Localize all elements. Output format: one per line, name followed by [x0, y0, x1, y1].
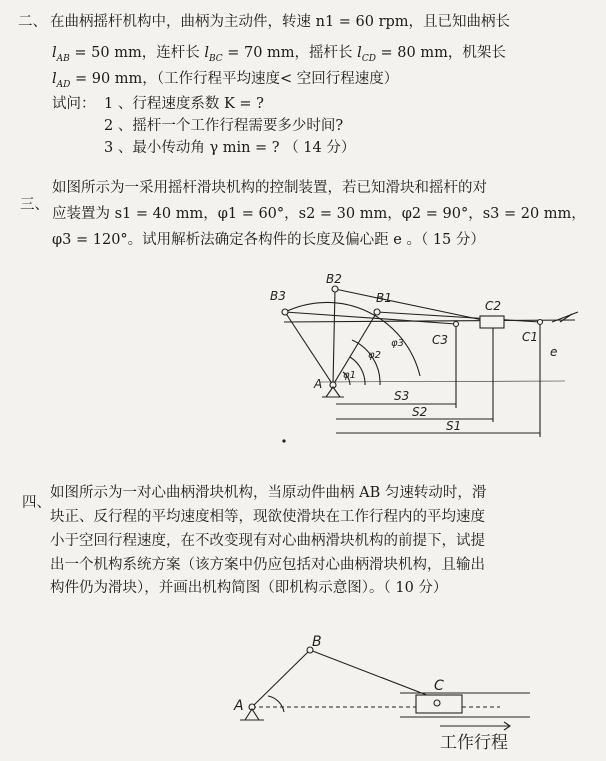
rod-B-C [310, 650, 437, 699]
label-C1: C1 [522, 330, 539, 344]
label-work-stroke: 工作行程 [440, 733, 508, 753]
stroke-arrow [440, 722, 510, 730]
q4-line-1: 如图所示为一对心曲柄滑块机构，当原动件曲柄 AB 匀速转动时，滑 [50, 485, 487, 501]
q4-number: 四、 [22, 495, 51, 511]
joint-C1 [538, 320, 543, 325]
label-C-q4: C [434, 678, 444, 694]
rotation-arc [268, 696, 284, 712]
horizontal-base-line [320, 381, 565, 382]
crank-A-B3 [285, 312, 333, 385]
label-C2: C2 [485, 299, 502, 313]
q4-line-2: 块正、反行程的平均速度相等，现欲使滑块在工作行程内的平均速度 [50, 509, 485, 525]
label-B1: B1 [376, 291, 392, 305]
joint-C [434, 700, 440, 706]
stray-dot [282, 439, 285, 442]
q4-line-3: 小于空回行程速度，在不改变现有对心曲柄滑块机构的前提下，试提 [50, 533, 485, 549]
joint-B2 [332, 286, 338, 292]
joint-B3 [282, 309, 288, 315]
support-A-q4 [245, 709, 259, 720]
label-phi1: φ1 [343, 370, 356, 381]
label-A: A [314, 377, 323, 391]
q2-sub-3: 3 、最小传动角 γ min = ? （ 14 分） [104, 140, 356, 156]
q2-sub-1: 1 、行程速度系数 K = ? [104, 96, 264, 112]
q2-number: 二、 [18, 14, 47, 30]
label-S2: S2 [412, 405, 428, 419]
slider-block-C2 [480, 316, 504, 328]
label-C3: C3 [432, 333, 449, 347]
label-B3: B3 [270, 289, 286, 303]
joint-B1 [374, 309, 380, 315]
label-A-q4: A [234, 698, 244, 714]
crank-A-B [252, 650, 310, 707]
label-S1: S1 [446, 419, 462, 433]
q2-ask-label: 试问： [52, 96, 96, 112]
label-e: e [550, 345, 558, 359]
q4-line-4: 出一个机构系统方案（该方案中仍应包括对心曲柄滑块机构，且输出 [50, 557, 485, 573]
q3-number: 三、 [20, 197, 49, 213]
label-phi3: φ3 [391, 338, 404, 349]
q4-line-5: 构件仍为滑块），并画出机构简图（即机构示意图）。（ 10 分） [50, 580, 448, 596]
label-phi2: φ2 [368, 350, 381, 361]
label-B-q4: B [312, 634, 322, 650]
q2-sub-2: 2 、摇杆一个工作行程需要多少时间? [104, 118, 344, 134]
label-S3: S3 [394, 389, 410, 403]
q3-line-2: 应装置为 s1 = 40 mm，φ1 = 60°，s2 = 30 mm，φ2 = 90°，s3 = 20 mm， [52, 206, 586, 222]
q2-line-3: $l_{AD} = 90$ mm，（工作行程平均速度< 空回行程速度） [52, 71, 399, 90]
joint-C3 [454, 322, 459, 327]
q3-line-1: 如图所示为一采用摇杆滑块机构的控制装置，若已知滑块和摇杆的对 [52, 180, 487, 196]
label-B2: B2 [326, 272, 342, 286]
crank-A-B2 [333, 289, 335, 385]
q3-line-3: φ3 = 120°。试用解析法确定各构件的长度及偏心距 e 。（ 15 分） [52, 232, 485, 248]
q2-line-1: 在曲柄摇杆机构中，曲柄为主动件，转速 n1 = 60 rpm，且已知曲柄长 [50, 14, 511, 30]
q2-line-2: $l_{AB} = 50$ mm，连杆长 $l_{BC} = 70$ mm，摇杆长 $l_{CD} = 80$ mm，机架长 [52, 45, 506, 64]
